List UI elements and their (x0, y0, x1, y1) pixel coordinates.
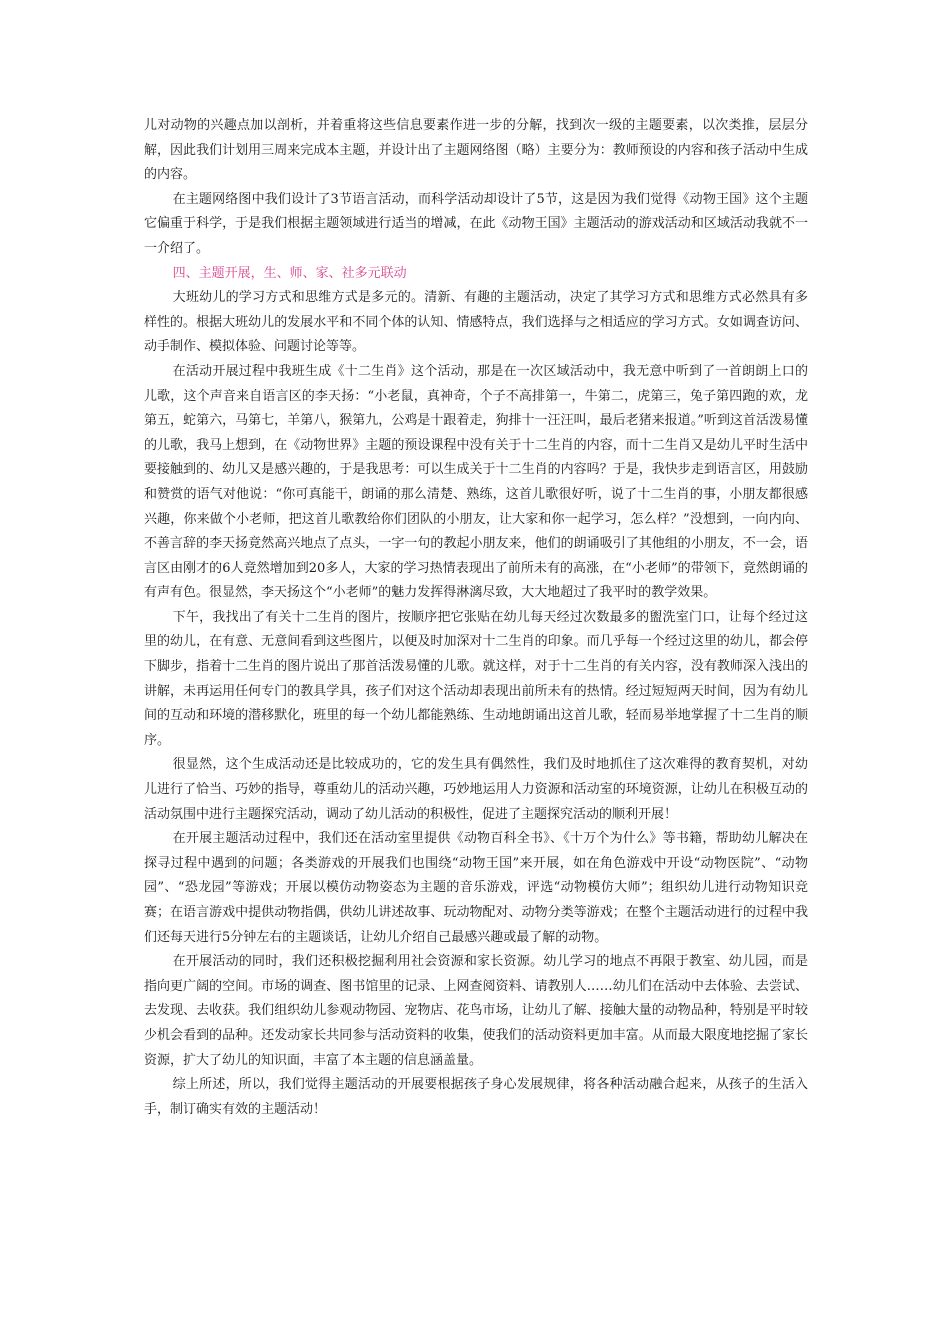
section-heading: 四、主题开展，生、师、家、社多元联动 (172, 265, 407, 281)
paragraph-afternoon-pictures: 下午，我找出了有关十二生肖的图片，按顺序把它张贴在幼儿每天经过次数最多的盥洗室门口，让每个经过这里的幼儿，在有意、无意间看到这些图片，以便及时加深对十二生肖的印象。而几乎每一个经过这里的幼儿，都会停下脚步，指着十二生肖的图片说出了那首活泼易懂的儿歌。就这样，对于十二生肖的有关内容，没有教师深入浅出的讲解，未再运用任何专门的教具学具，孩子们对这个活动却表现出前所未有的热情。经过短短两天时间，因为有幼儿间的互动和环境的潜移默化，班里的每一个幼儿都能熟练、生动地朗诵出这首儿歌，轻而易举地掌握了十二生肖的顺序。 (144, 609, 808, 748)
paragraph-learning-styles: 大班幼儿的学习方式和思维方式是多元的。清新、有趣的主题活动，决定了其学习方式和思维方式必然具有多样性的。根据大班幼儿的发展水平和不同个体的认知、情感特点，我们选择与之相适应的学习方式。女如调查访问、动手制作、模拟体验、问题讨论等等。 (144, 290, 808, 355)
paragraph-theme-games: 在开展主题活动过程中，我们还在活动室里提供《动物百科全书》、《十万个为什么》等书籍，帮助幼儿解决在探寻过程中遇到的问题；各类游戏的开展我们也围绕“动物王国”来开展，如在角色游戏中开设“动物医院”、“动物园”、“恐龙园”等游戏；开展以模仿动物姿态为主题的音乐游戏，评选“动物模仿大师”；组织幼儿进行动物知识竞赛；在语言游戏中提供动物指偶，供幼儿讲述故事、玩动物配对、动物分类等游戏；在整个主题活动进行的过程中我们还每天进行5分钟左右的主题谈话，让幼儿介绍自己最感兴趣或最了解的动物。 (144, 831, 808, 945)
paragraph-continuation: 儿对动物的兴趣点加以剖析，并着重将这些信息要素作进一步的分解，找到次一级的主题要素，以次类推，层层分解，因此我们计划用三周来完成本主题，并设计出了主题网络图（略）主要分为：教师预设的内容和孩子活动中生成的内容。 (144, 118, 808, 183)
paragraph-conclusion: 综上所述，所以，我们觉得主题活动的开展要根据孩子身心发展规律，将各种活动融合起来，从孩子的生活入手，制订确实有效的主题活动！ (144, 1077, 808, 1117)
paragraph-zodiac-activity: 在活动开展过程中我班生成《十二生肖》这个活动，那是在一次区域活动中，我无意中听到了一首朗朗上口的儿歌，这个声音来自语言区的李天扬：“小老鼠，真神奇，个子不高排第一，牛第二，虎第三，兔子第四跑的欢，龙第五，蛇第六，马第七，羊第八，猴第九，公鸡是十跟着走，狗排十一汪汪叫，最后老猪来报道。”听到这首活泼易懂的儿歌，我马上想到，在《动物世界》主题的预设课程中没有关于十二生肖的内容，而十二生肖又是幼儿平时生活中要接触到的、幼儿又是感兴趣的，于是我思考：可以生成关于十二生肖的内容吗？于是，我快步走到语言区，用鼓励和赞赏的语气对他说：“你可真能干，朗诵的那么清楚、熟练，这首儿歌很好听，说了十二生肖的事，小朋友都很感兴趣，你来做个小老师，把这首儿歌教给你们团队的小朋友，让大家和你一起学习，怎么样？”没想到，一向内向、不善言辞的李天扬竟然高兴地点了点头，一字一句的教起小朋友来，他们的朗诵吸引了其他组的小朋友，不一会，语言区由刚才的6人竟然增加到20多人，大家的学习热情表现出了前所未有的高涨，在“小老师”的带领下，竟然朗诵的有声有色。很显然，李天扬这个“小老师”的魅力发挥得淋漓尽致，大大地超过了我平时的教学效果。 (144, 363, 808, 601)
paragraph-topic-network: 在主题网络图中我们设计了3节语言活动，而科学活动却设计了5节，这是因为我们觉得《动物王国》这个主题它偏重于科学，于是我们根据主题领域进行适当的增减，在此《动物王国》主题活动的游戏活动和区域活动我就不一一介绍了。 (144, 191, 808, 256)
paragraph-generated-activity: 很显然，这个生成活动还是比较成功的，它的发生具有偶然性，我们及时地抓住了这次难得的教育契机，对幼儿进行了恰当、巧妙的指导，尊重幼儿的活动兴趣，巧妙地运用人力资源和活动室的环境资源，让幼儿在积极互动的活动氛围中进行主题探究活动，调动了幼儿活动的积极性，促进了主题探究活动的顺利开展！ (144, 757, 808, 822)
paragraph-social-resources: 在开展活动的同时，我们还积极挖掘利用社会资源和家长资源。幼儿学习的地点不再限于教室、幼儿园，而是指向更广阔的空间。市场的调查、图书馆里的记录、上网查阅资料、请教别人……幼儿们在活动中去体验、去尝试、去发现、去收获。我们组织幼儿参观动物园、宠物店、花鸟市场，让幼儿了解、接触大量的动物品种，特别是平时较少机会看到的品种。还发动家长共同参与活动资料的收集，使我们的活动资料更加丰富。从而最大限度地挖掘了家长资源，扩大了幼儿的知识面，丰富了本主题的信息涵盖量。 (144, 954, 808, 1068)
document-body (144, 114, 808, 1122)
